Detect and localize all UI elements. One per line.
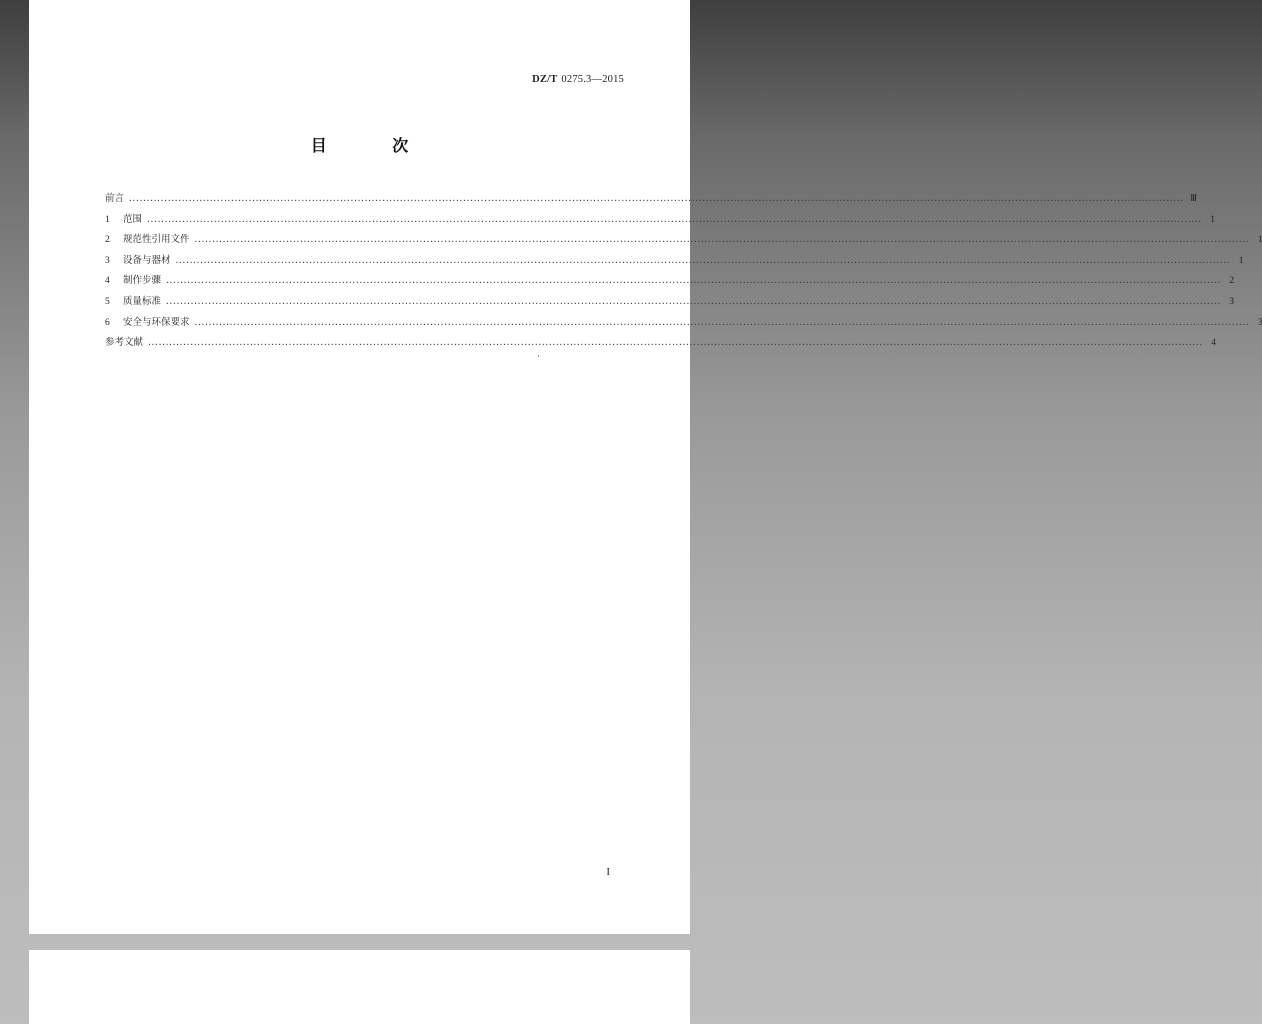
table-of-contents: [105, 190, 1262, 355]
toc-leader-dots: ............................................................................................................................................................................................................................................................................................................: [165, 276, 1220, 286]
page-title: 目 次: [310, 136, 439, 155]
toc-leader-dots: ............................................................................................................................................................................................................................................................................................................: [146, 214, 1201, 224]
toc-leader-dots: ............................................................................................................................................................................................................................................................................................................: [193, 317, 1249, 327]
toc-label: 安全与环保要求: [123, 316, 190, 328]
page-number: I: [606, 866, 610, 878]
toc-page-number: 2: [1229, 276, 1234, 287]
toc-leader-dots: ............................................................................................................................................................................................................................................................................................................: [193, 235, 1249, 245]
toc-entry-safety[interactable]: [105, 314, 1262, 335]
toc-section-number: 2: [105, 235, 110, 246]
toc-section-number: 6: [105, 317, 110, 328]
toc-entry-quality-standard[interactable]: [105, 293, 1234, 314]
toc-page-number: 3: [1257, 317, 1262, 328]
toc-label: 前言: [105, 193, 125, 204]
toc-leader-dots: ............................................................................................................................................................................................................................................................................................................: [147, 338, 1202, 348]
standard-code-number: 0275.3—2015: [561, 74, 624, 85]
toc-label: 质量标准: [123, 295, 162, 307]
toc-page-number: 4: [1211, 338, 1216, 349]
toc-label: 参考文献: [105, 337, 144, 349]
toc-entry-procedure[interactable]: [105, 272, 1234, 293]
toc-entry-normative-references[interactable]: [105, 231, 1262, 252]
toc-entry-scope[interactable]: [105, 211, 1215, 232]
toc-page-number: 1: [1238, 255, 1244, 266]
toc-entry-bibliography[interactable]: [105, 334, 1216, 355]
toc-page-number: 1: [1257, 235, 1262, 246]
toc-label: 规范性引用文件: [123, 234, 190, 246]
toc-leader-dots: ............................................................................................................................................................................................................................................................................................................: [165, 296, 1220, 306]
toc-section-number: 4: [105, 276, 110, 287]
toc-section-number: 1: [105, 214, 110, 225]
toc-label: 设备与器材: [123, 254, 171, 266]
toc-entry-equipment[interactable]: [105, 252, 1244, 273]
toc-section-number: 5: [105, 296, 110, 307]
toc-leader-dots: ............................................................................................................................................................................................................................................................................................................: [128, 194, 1183, 203]
toc-page-number: 1: [1210, 214, 1215, 225]
document-page: [29, 0, 1262, 934]
standard-code-prefix: DZ/T: [532, 74, 558, 85]
toc-section-number: 3: [105, 255, 110, 266]
toc-page-number: Ⅲ: [1190, 194, 1197, 204]
toc-label: 制作步骤: [123, 275, 162, 287]
toc-leader-dots: ............................................................................................................................................................................................................................................................................................................: [174, 255, 1230, 265]
standard-code: [532, 74, 624, 85]
scan-speck: [538, 355, 539, 357]
toc-label: 范围: [123, 213, 143, 225]
toc-page-number: 3: [1229, 296, 1234, 307]
next-document-page: [29, 950, 690, 1024]
toc-entry-foreword[interactable]: [105, 190, 1197, 211]
